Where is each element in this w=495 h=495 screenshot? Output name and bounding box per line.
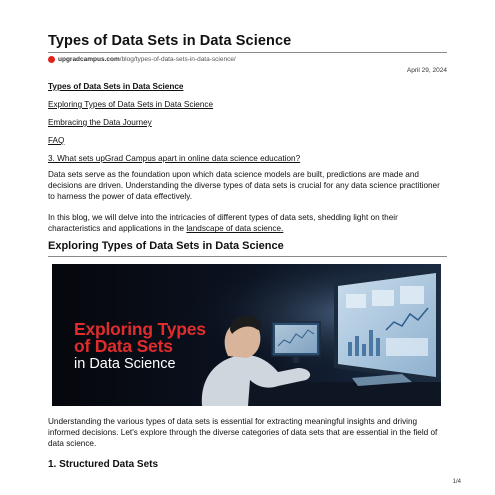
landscape-link[interactable]: landscape of data science. xyxy=(186,224,284,234)
site-favicon-icon xyxy=(48,56,55,63)
hero-title-line-3: in Data Science xyxy=(74,356,176,372)
source-url[interactable] xyxy=(48,56,236,63)
toc-link-types-of-data-sets[interactable]: Types of Data Sets in Data Science xyxy=(48,82,184,91)
hero-title-line-1: Exploring Types xyxy=(74,319,206,339)
page-title: Types of Data Sets in Data Science xyxy=(48,33,292,49)
toc-link-embracing-journey[interactable]: Embracing the Data Journey xyxy=(48,118,152,127)
toc-link-upgrad-campus[interactable]: 3. What sets upGrad Campus apart in online data science education? xyxy=(48,154,301,163)
source-domain: upgradcampus.com xyxy=(58,56,120,63)
structured-data-sets-heading: 1. Structured Data Sets xyxy=(48,459,159,470)
title-divider xyxy=(48,52,447,53)
publish-date: April 29, 2024 xyxy=(406,67,447,74)
section-heading: Exploring Types of Data Sets in Data Science xyxy=(48,240,284,252)
hero-image xyxy=(52,264,441,406)
page-number: 1/4 xyxy=(452,479,461,485)
intro-paragraph: Data sets serve as the foundation upon which data science models are built, predictions are made and decisions are driven. Understanding the diverse types of data sets is crucial for any data science practitioner to harness the power of data effectively. xyxy=(48,170,440,202)
toc-link-faq[interactable]: FAQ xyxy=(48,136,65,145)
hero-title-line-2: of Data Sets xyxy=(74,336,173,356)
section-divider xyxy=(48,256,447,257)
section-paragraph: Understanding the various types of data sets is essential for extracting meaningful insights and driving informed decisions. Let's explore through the diverse categories of data sets that are essential in the field of data science. xyxy=(48,417,438,449)
toc-link-exploring-types[interactable]: Exploring Types of Data Sets in Data Science xyxy=(48,100,214,109)
intro-paragraph-2 xyxy=(48,212,448,234)
intro-paragraph-2-text: In this blog, we will delve into the intricacies of different types of data sets, shedding light on their characteristics and applications in the xyxy=(48,213,398,234)
source-path: /blog/types-of-data-sets-in-data-science/ xyxy=(119,56,236,63)
